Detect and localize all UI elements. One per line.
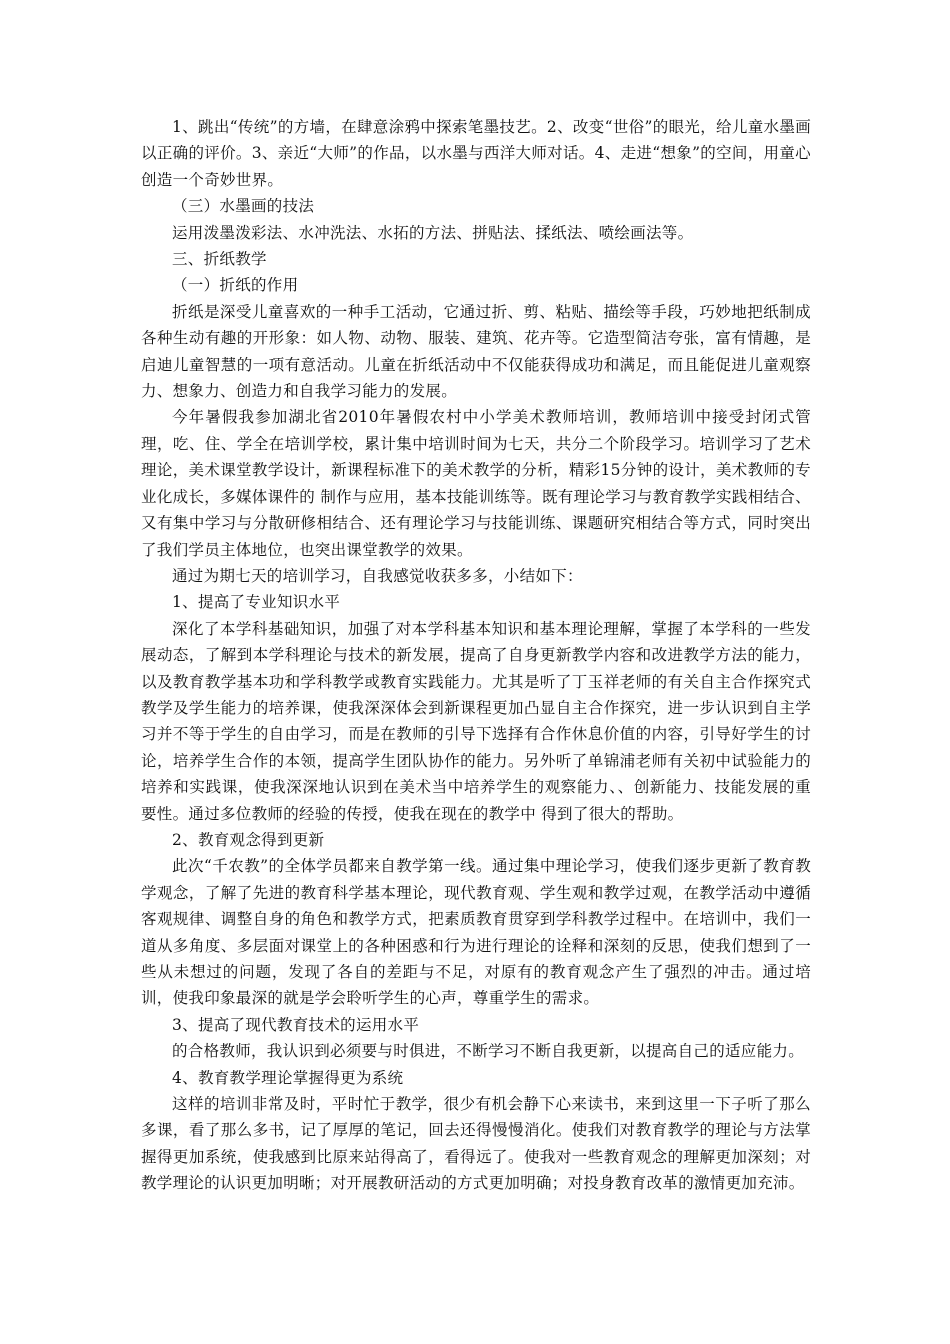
heading-teaching-theory: 4、教育教学理论掌握得更为系统 (172, 1068, 404, 1087)
paragraph-professional-knowledge: 深化了本学科基础知识，加强了对本学科基本知识和基本理论理解，掌握了本学科的一些发展动态，了解到本学科理论与技术的新发展，提高了自身更新教学内容和改进教学方法的能力，以及教育教学基本功和学科教学或教育实践能力。尤其是听了丁玉祥老师的有关自主合作探究式教学及学生能力的培养课，使我深深体会到新课程更加凸显自主合作探究，进一步认识到自主学习并不等于学生的自由学习，而是在教师的引导下选择有合作休息价值的内容，引导好学生的讨论，培养学生合作的本领，提高学生团队协作的能力。另外听了单锦浦老师有关初中试验能力的培养和实践课，使我深深地认识到在美术当中培养学生的观察能力、、创新能力、技能发展的重要性。通过多位教师的经验的传授，使我在现在的教学中 得到了很大的帮助。 (141, 619, 811, 823)
heading-origami-role: （一）折纸的作用 (172, 276, 299, 295)
paragraph-summary-intro: 通过为期七天的培训学习，自我感觉收获多多，小结如下： (172, 566, 583, 585)
heading-ink-painting-techniques: （三）水墨画的技法 (172, 197, 315, 216)
heading-education-technology: 3、提高了现代教育技术的运用水平 (172, 1015, 420, 1034)
heading-professional-knowledge: 1、提高了专业知识水平 (172, 593, 341, 612)
paragraph-educational-concepts: 此次“千农教”的全体学员都来自教学第一线。通过集中理论学习，使我们逐步更新了教育教学观念，了解了先进的教育科学基本理论，现代教育观、学生观和教学过观，在教学活动中遵循客观规律、调整自身的角色和教学方式，把素质教育贯穿到学科教学过程中。在培训中，我们一道从多角度、多层面对课堂上的各种困惑和行为进行理论的诠释和深刻的反思，使我们想到了一些从未想过的问题，发现了各自的差距与不足，对原有的教育观念产生了强烈的冲击。通过培训，使我印象最深的就是学会聆听学生的心声，尊重学生的需求。 (141, 857, 811, 1008)
paragraph-origami-description: 折纸是深受儿童喜欢的一种手工活动，它通过折、剪、粘贴、描绘等手段，巧妙地把纸制成各种生动有趣的开形象：如人物、动物、服装、建筑、花卉等。它造型简洁夸张，富有情趣，是启迪儿童智慧的一项有意活动。儿童在折纸活动中不仅能获得成功和满足，而且能促进儿童观察力、想象力、创造力和自我学习能力的发展。 (141, 302, 811, 401)
heading-educational-concepts: 2、教育观念得到更新 (172, 830, 325, 849)
paragraph-ink-painting-goals: 1、跳出“传统”的方墙，在肆意涂鸦中探索笔墨技艺。2、改变“世俗”的眼光，给儿童水墨画以正确的评价。3、亲近“大师”的作品，以水墨与西洋大师对话。4、走进“想象”的空间，用童心创造一个奇妙世界。 (141, 118, 811, 189)
paragraph-teaching-theory: 这样的培训非常及时，平时忙于教学，很少有机会静下心来读书，来到这里一下子听了那么多课，看了那么多书，记了厚厚的笔记，回去还得慢慢消化。使我们对教育教学的理论与方法掌握得更加系统，使我感到比原来站得高了，看得远了。使我对一些教育观念的理解更加深刻；对教学理论的认识更加明晰；对开展教研活动的方式更加明确；对投身教育改革的激情更加充沛。 (141, 1095, 811, 1193)
document-body (141, 114, 811, 1197)
heading-origami-teaching: 三、折纸教学 (172, 250, 267, 269)
paragraph-training-overview: 今年暑假我参加湖北省2010年暑假农村中小学美术教师培训，教师培训中接受封闭式管理，吃、住、学全在培训学校，累计集中培训时间为七天，共分二个阶段学习。培训学习了艺术理论，美术课堂教学设计，新课程标准下的美术教学的分析，精彩15分钟的设计，美术教师的专业化成长，多媒体课件的 制作与应用，基本技能训练等。既有理论学习与教育教学实践相结合、又有集中学习与分散研修相结合、还有理论学习与技能训练、课题研究相结合等方式，同时突出了我们学员主体地位，也突出课堂教学的效果。 (141, 408, 811, 559)
paragraph-techniques-list: 运用泼墨泼彩法、水冲洗法、水拓的方法、拼贴法、揉纸法、喷绘画法等。 (172, 223, 694, 242)
paragraph-education-technology: 的合格教师，我认识到必须要与时俱进，不断学习不断自我更新，以提高自己的适应能力。 (172, 1042, 805, 1061)
